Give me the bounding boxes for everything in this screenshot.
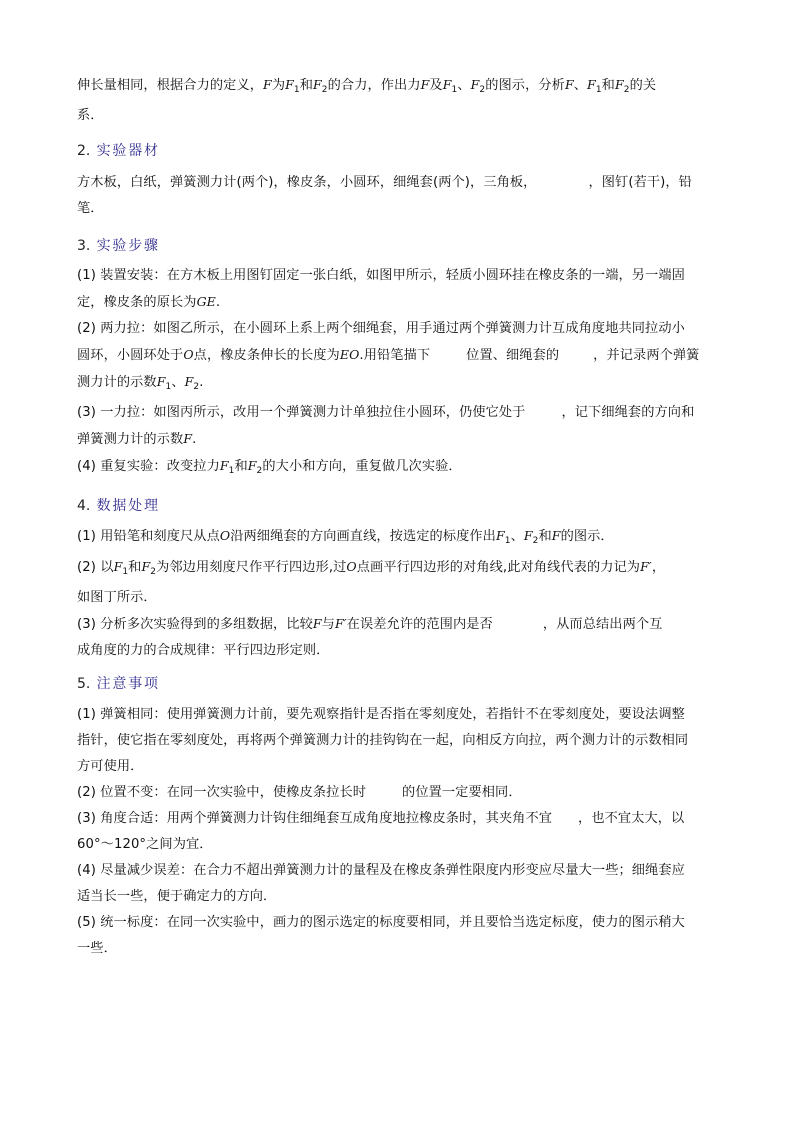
symbol-F2: F	[247, 458, 257, 473]
section-number: 3.	[77, 238, 91, 254]
symbol-F2: F	[184, 374, 194, 389]
intro-paragraph	[77, 72, 725, 129]
section-title: 注意事项	[96, 676, 160, 692]
subscript: 2	[256, 466, 263, 476]
text: 点，橡皮条伸长的长度为	[193, 348, 340, 363]
text: 为邻边用刻度尺作平行四边形,过	[156, 560, 347, 575]
text: ，记下细绳套的方向和	[561, 405, 695, 420]
text: 在误差允许的范围内是否	[346, 617, 493, 632]
text: .	[199, 375, 204, 390]
text: 圆环，小圆环处于	[77, 348, 184, 363]
symbol-GE: GE	[196, 294, 216, 309]
note-5-line-1: (5) 统一标度：在同一次实验中，画力的图示选定的标度要相同，并且要恰当选定标度，使力的图示稍大	[77, 915, 685, 930]
symbol-F1: F	[285, 77, 294, 92]
text: (3) 一力拉：如图丙所示，改用一个弹簧测力计单独拉住小圆环，仍使它处于	[77, 405, 526, 420]
data-2-line-2: 如图丁所示．	[77, 590, 157, 605]
symbol-O: O	[183, 347, 194, 362]
symbol-F-prime: F′	[334, 616, 347, 631]
note-4-line-2: 适当长一些，便于确定力的方向．	[77, 889, 277, 904]
text: 的大小和方向，重复做几次实验．	[262, 459, 462, 474]
symbol-F2: F	[614, 77, 624, 92]
text: 、	[457, 78, 471, 93]
subscript: 2	[532, 536, 539, 546]
text: (3) 角度合适：用两个弹簧测力计钩住细绳套互成角度地拉橡皮条时，其夹角不宜	[77, 811, 553, 826]
symbol-F: F	[420, 77, 430, 92]
symbol-EO: EO	[339, 347, 360, 362]
section-heading-steps	[77, 236, 160, 256]
data-3-line-1	[77, 611, 725, 638]
text: 测力计的示数	[77, 375, 157, 390]
step-1-line-2	[77, 289, 725, 316]
text: 和	[601, 78, 615, 93]
section-heading-equipment	[77, 141, 160, 161]
symbol-F: F	[564, 77, 574, 92]
step-3-line-2	[77, 426, 725, 453]
data-1-line	[77, 523, 725, 554]
text: (4) 重复实验：改变拉力	[77, 459, 220, 474]
subscript: 1	[504, 536, 511, 546]
text: 和	[234, 459, 248, 474]
note-1-line-2: 指针，使它指在零刻度处，再将两个弹簧测力计的挂钩钩在一起，向相反方向拉，两个测力计的示数相同	[77, 733, 689, 748]
subscript: 1	[451, 85, 458, 95]
step-4-line	[77, 453, 725, 484]
symbol-F: F	[312, 616, 322, 631]
symbol-F2: F	[523, 528, 533, 543]
subscript: 1	[293, 85, 300, 95]
subscript: 1	[165, 382, 172, 392]
section-heading-notes	[77, 674, 160, 694]
text: .	[192, 432, 197, 447]
text: .用铅笔描下	[359, 348, 431, 363]
symbol-O: O	[219, 528, 231, 543]
subscript: 1	[595, 85, 602, 95]
section-number: 2.	[77, 143, 91, 159]
text: ，也不宜太大，以	[578, 811, 685, 826]
equipment-line-1	[77, 170, 725, 196]
note-1-line-1: (1) 弹簧相同：使用弹簧测力计前，要先观察指针是否指在零刻度处，若指针不在零刻度处，要设法调整	[77, 707, 685, 722]
section-number: 4.	[77, 498, 91, 514]
symbol-F1: F	[156, 374, 166, 389]
text: 的位置一定要相同．	[402, 785, 522, 800]
intro-line-2: 系．	[77, 108, 104, 123]
text: 和	[538, 529, 552, 544]
step-3-line-1	[77, 400, 725, 426]
symbol-F-prime: F′	[640, 559, 652, 574]
text: 沿两细绳套的方向画直线，按选定的标度作出	[230, 529, 496, 544]
text: (2) 位置不变：在同一次实验中，使橡皮条拉长时	[77, 785, 367, 800]
symbol-F1: F	[495, 528, 505, 543]
text: .	[215, 295, 221, 310]
note-3-line-2: 60°～120°之间为宜．	[77, 837, 213, 852]
subscript: 1	[228, 466, 235, 476]
text: 、	[573, 78, 588, 93]
symbol-F: F	[183, 431, 193, 446]
symbol-F: F	[551, 528, 561, 543]
note-4-line-1: (4) 尽量减少误差：在合力不超出弹簧测力计的量程及在橡皮条弹性限度内形变应尽量大一些；细绳套应	[77, 863, 685, 878]
data-paragraph	[77, 523, 725, 664]
text: ，从而总结出两个互	[542, 617, 663, 632]
symbol-F1: F	[113, 559, 123, 574]
text: 和	[299, 78, 314, 93]
section-title: 数据处理	[96, 498, 160, 514]
data-3-line-2: 成角度的力的合成规律：平行四边形定则．	[77, 643, 330, 658]
intro-line-1	[77, 72, 725, 103]
notes-paragraph	[77, 702, 725, 962]
text: 伸长量相同，根据合力的定义，	[77, 78, 264, 93]
symbol-F1: F	[442, 77, 452, 92]
step-2-line-1: (2) 两力拉：如图乙所示，在小圆环上系上两个细绳套，用手通过两个弹簧测力计互成角度地共同拉动小	[77, 321, 685, 336]
text: ，	[651, 560, 666, 575]
text: 的图示．	[560, 529, 614, 544]
text: 的关	[629, 78, 657, 93]
subscript: 2	[479, 85, 486, 95]
section-title: 实验器材	[96, 143, 160, 159]
text: 、	[171, 375, 185, 390]
subscript: 2	[321, 85, 328, 95]
text: 方木板，白纸，弹簧测力计(两个)，橡皮条，小圆环，细绳套(两个)，三角板，	[77, 175, 537, 190]
symbol-F: F	[263, 77, 272, 92]
text: 及	[429, 78, 443, 93]
subscript: 2	[193, 382, 200, 392]
section-number: 5.	[77, 676, 91, 692]
text: 与	[321, 617, 335, 632]
text: 点画平行四边形的对角线,此对角线代表的力记为	[356, 560, 641, 575]
subscript: 2	[150, 567, 157, 577]
symbol-F1: F	[219, 458, 229, 473]
section-heading-data	[77, 496, 160, 516]
step-2-line-2	[77, 342, 725, 369]
symbol-F2: F	[313, 77, 322, 92]
section-title: 实验步骤	[96, 238, 160, 254]
text: 和	[128, 560, 142, 575]
data-2-line-1	[77, 554, 725, 585]
equipment-line-2: 笔．	[77, 201, 104, 216]
subscript: 1	[122, 567, 129, 577]
text: (2) 以	[77, 560, 114, 575]
steps-paragraph	[77, 263, 725, 484]
text: ，图钉(若干)，铅	[588, 175, 692, 190]
text: ，并记录两个弹簧	[593, 348, 700, 363]
equipment-paragraph	[77, 170, 725, 222]
note-2-line	[77, 780, 725, 806]
text: (3) 分析多次实验得到的多组数据，比较	[77, 617, 313, 632]
symbol-F2: F	[141, 559, 151, 574]
step-1-line-1: (1) 装置安装：在方木板上用图钉固定一张白纸，如图甲所示，轻质小圆环挂在橡皮条的一端，另一端固	[77, 268, 685, 283]
symbol-F1: F	[587, 77, 596, 92]
symbol-O: O	[346, 559, 357, 574]
text: 、	[510, 529, 524, 544]
symbol-F2: F	[470, 77, 480, 92]
text: 的图示，分析	[485, 78, 565, 93]
text: 弹簧测力计的示数	[77, 432, 184, 447]
text: 定，橡皮条的原长为	[77, 295, 197, 310]
note-3-line-1	[77, 806, 725, 832]
step-2-line-3	[77, 369, 725, 400]
text: (1) 用铅笔和刻度尺从点	[77, 529, 220, 544]
text: 为	[271, 78, 286, 93]
text: 位置、细绳套的	[466, 348, 560, 363]
text: 的合力，作出力	[327, 78, 421, 93]
note-5-line-2: 一些．	[77, 941, 117, 956]
subscript: 2	[623, 85, 630, 95]
note-1-line-3: 方可使用．	[77, 759, 144, 774]
